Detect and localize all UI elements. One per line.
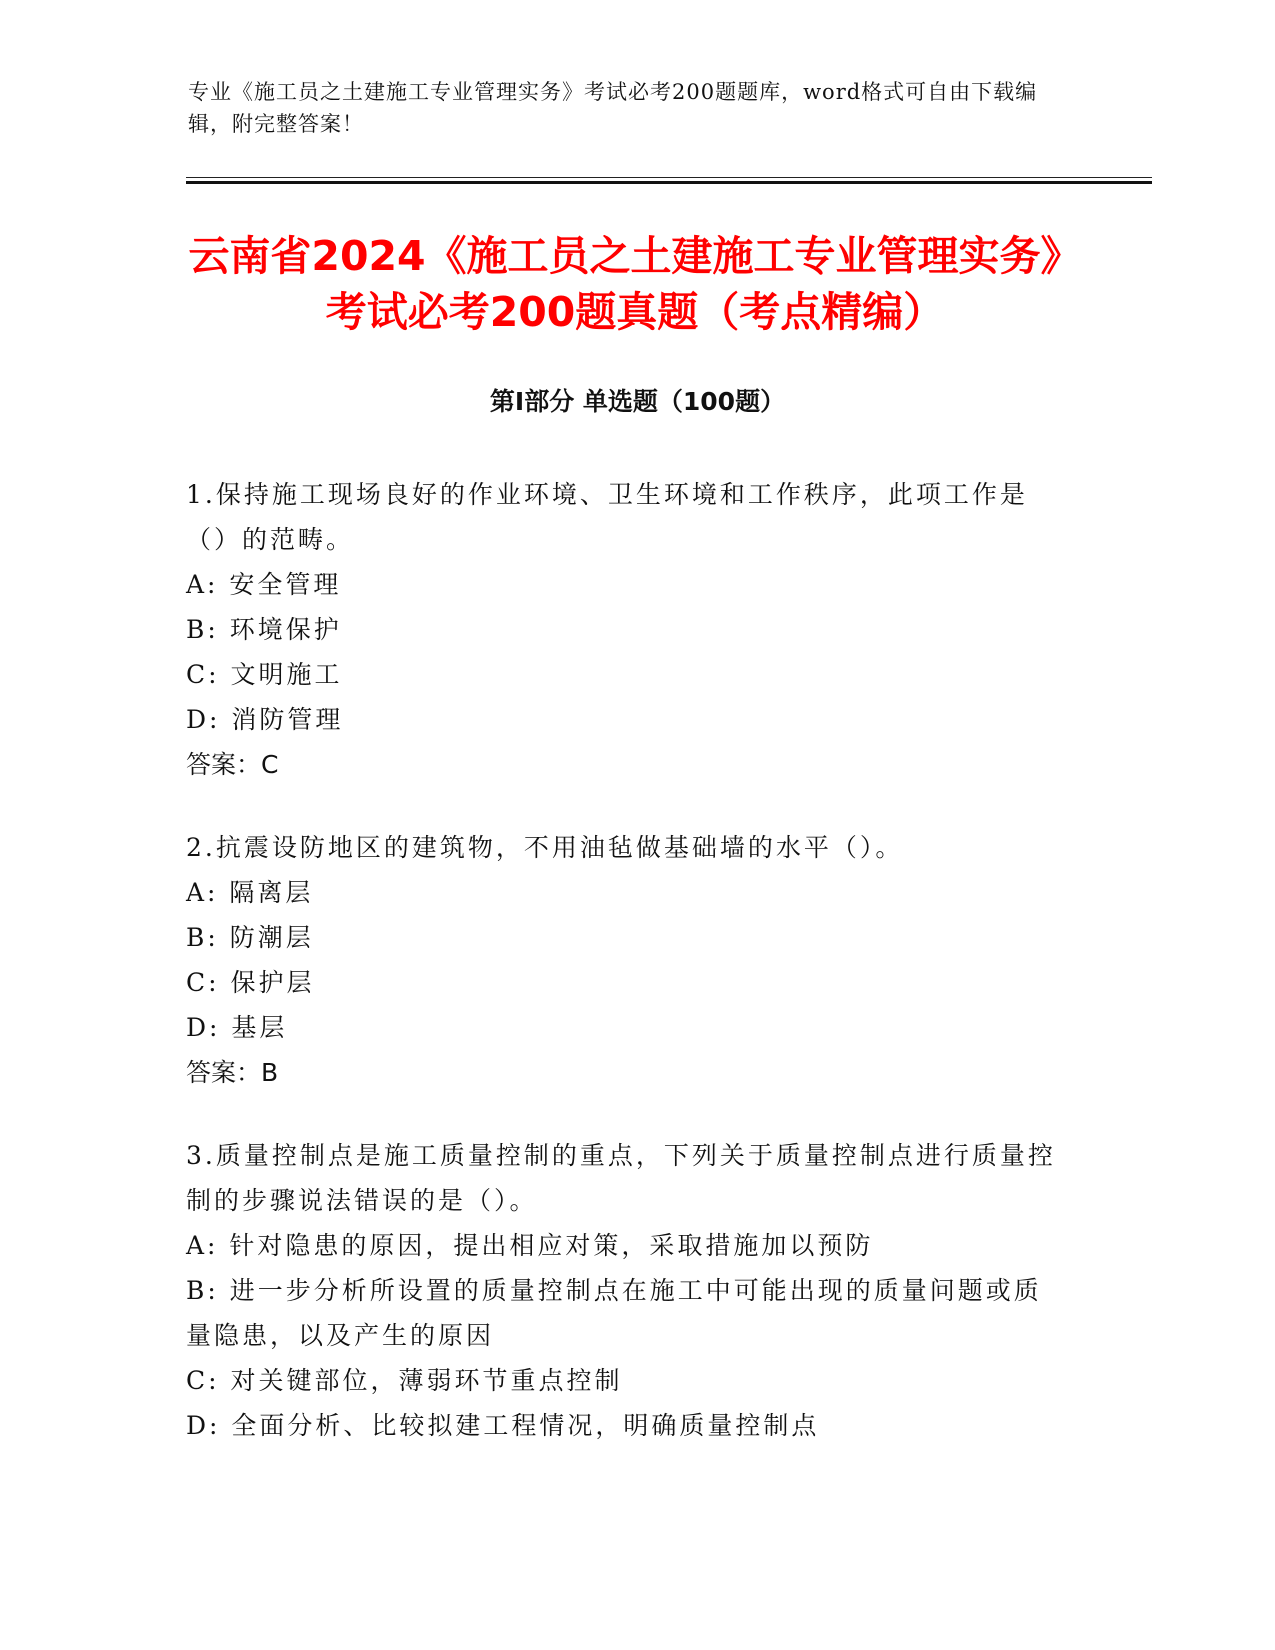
option-d: D: 消防管理 bbox=[186, 705, 344, 734]
question-stem: 1.保持施工现场良好的作业环境、卫生环境和工作秩序，此项工作是（）的范畴。 bbox=[186, 480, 1028, 554]
option-b: B: 环境保护 bbox=[186, 615, 342, 644]
option-d: D: 基层 bbox=[186, 1013, 288, 1042]
option-c: C: 文明施工 bbox=[186, 660, 343, 689]
option-b: B: 防潮层 bbox=[186, 923, 314, 952]
option-c: C: 对关键部位，薄弱环节重点控制 bbox=[186, 1366, 623, 1395]
document-title: 云南省2024《施工员之土建施工专业管理实务》考试必考200题真题（考点精编） bbox=[188, 232, 1082, 336]
option-b: B: 进一步分析所设置的质量控制点在施工中可能出现的质量问题或质量隐患，以及产生的原因 bbox=[186, 1276, 1042, 1350]
option-a: A: 隔离层 bbox=[186, 878, 314, 907]
option-a: A: 安全管理 bbox=[186, 570, 342, 599]
option-d: D: 全面分析、比较拟建工程情况，明确质量控制点 bbox=[186, 1411, 820, 1440]
option-c: C: 保护层 bbox=[186, 968, 315, 997]
header-divider-thick bbox=[186, 181, 1152, 184]
answer: 答案：B bbox=[186, 1058, 279, 1087]
question-2 bbox=[186, 825, 1066, 1095]
question-stem: 3.质量控制点是施工质量控制的重点，下列关于质量控制点进行质量控制的步骤说法错误的是（）。 bbox=[186, 1141, 1056, 1215]
question-3 bbox=[186, 1133, 1066, 1448]
section-title: 第Ⅰ部分 单选题（100题） bbox=[489, 387, 786, 416]
answer: 答案：C bbox=[186, 750, 279, 779]
question-1 bbox=[186, 472, 1066, 787]
header-note: 专业《施工员之土建施工专业管理实务》考试必考200题题库，word格式可自由下载编辑，附完整答案！ bbox=[188, 80, 1038, 136]
header-divider-thin bbox=[186, 177, 1152, 178]
option-a: A: 针对隐患的原因，提出相应对策，采取措施加以预防 bbox=[186, 1231, 874, 1260]
question-stem: 2.抗震设防地区的建筑物，不用油毡做基础墙的水平（）。 bbox=[186, 833, 904, 862]
question-list bbox=[186, 472, 1066, 1486]
